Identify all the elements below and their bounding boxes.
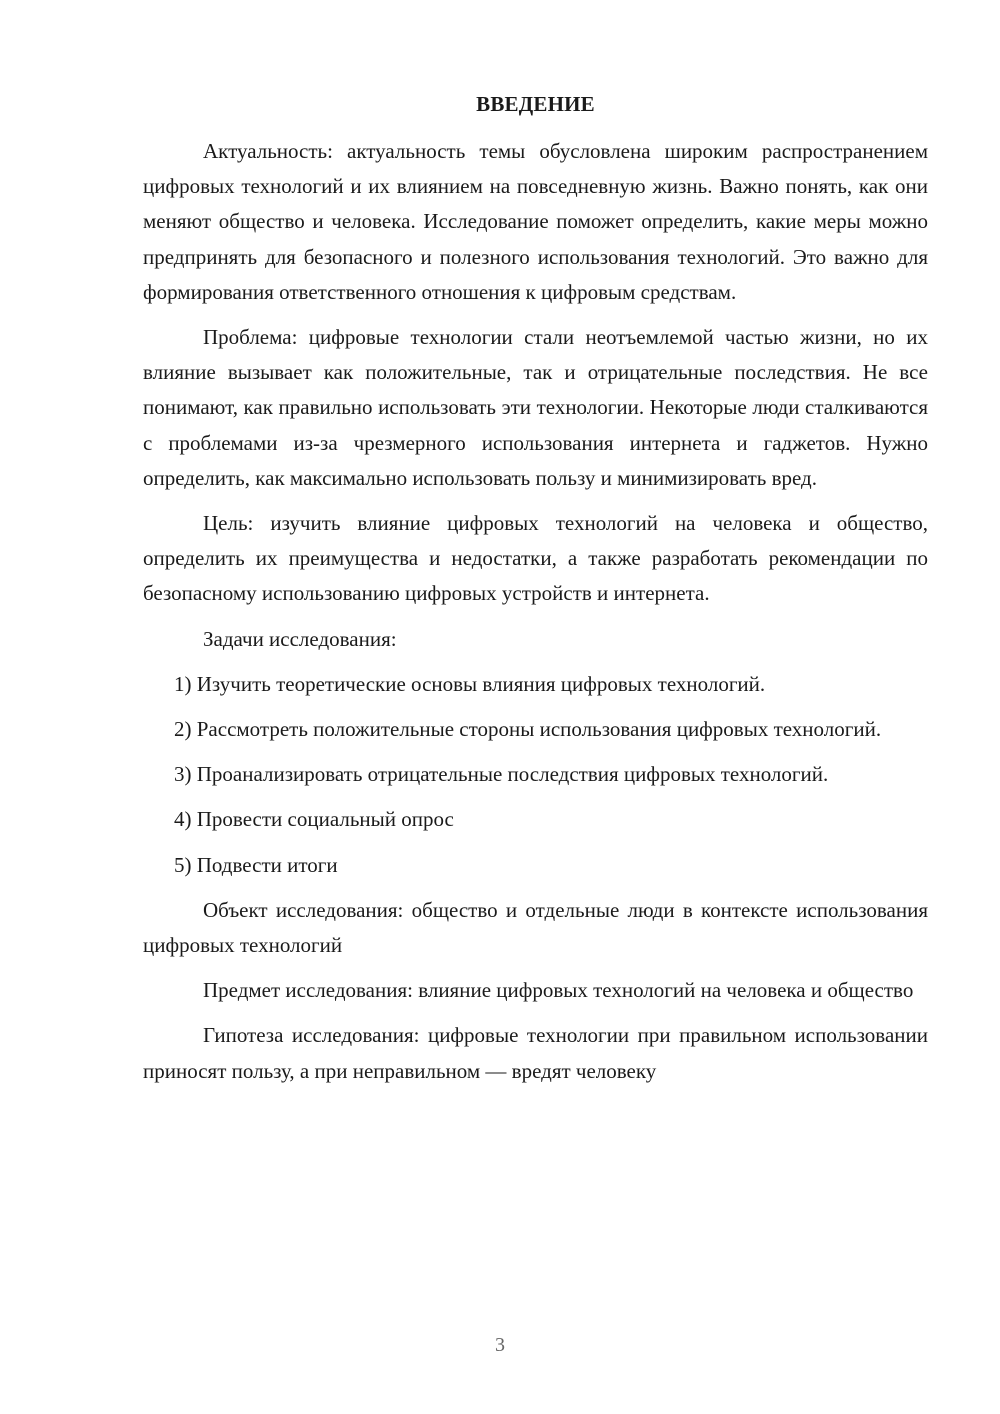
paragraph-relevance: Актуальность: актуальность темы обусловлена широким распространением цифровых технологий и их влиянием на повседневную жизнь. Важно понять, как они меняют общество и человека. Исследование поможет определить, какие меры можно предпринять для безопасного и полезного использования технологий. Это важно для формирования ответственного отношения к цифровым средствам. [143,139,928,304]
task-item: 3) Проанализировать отрицательные последствия цифровых технологий. [174,762,829,787]
task-item: 4) Провести социальный опрос [174,807,454,832]
paragraph-subject: Предмет исследования: влияние цифровых технологий на человека и общество [203,978,914,1003]
section-heading: ВВЕДЕНИЕ [476,92,595,116]
task-item: 5) Подвести итоги [174,852,338,877]
page-content [143,88,928,1099]
page-number: 3 [495,1334,505,1356]
paragraph-problem: Проблема: цифровые технологии стали неотъемлемой частью жизни, но их влияние вызывает как положительные, так и отрицательные последствия. Не все понимают, как правильно использовать эти технологии. Некоторые люди сталкиваются с проблемами из-за чрезмерного использования интернета и гаджетов. Нужно определить, как максимально использовать пользу и минимизировать вред. [143,325,928,490]
paragraph-hypothesis: Гипотеза исследования: цифровые технологии при правильном использовании приносят пользу, а при неправильном — вредят человеку [143,1023,928,1083]
task-item: 1) Изучить теоретические основы влияния цифровых технологий. [174,671,766,696]
paragraph-goal: Цель: изучить влияние цифровых технологий на человека и общество, определить их преимущества и недостатки, а также разработать рекомендации по безопасному использованию цифровых устройств и интернета. [143,511,928,606]
tasks-heading: Задачи исследования: [203,626,397,651]
task-item: 2) Рассмотреть положительные стороны использования цифровых технологий. [174,717,882,742]
paragraph-object: Объект исследования: общество и отдельные люди в контексте использования цифровых технологий [143,897,928,958]
